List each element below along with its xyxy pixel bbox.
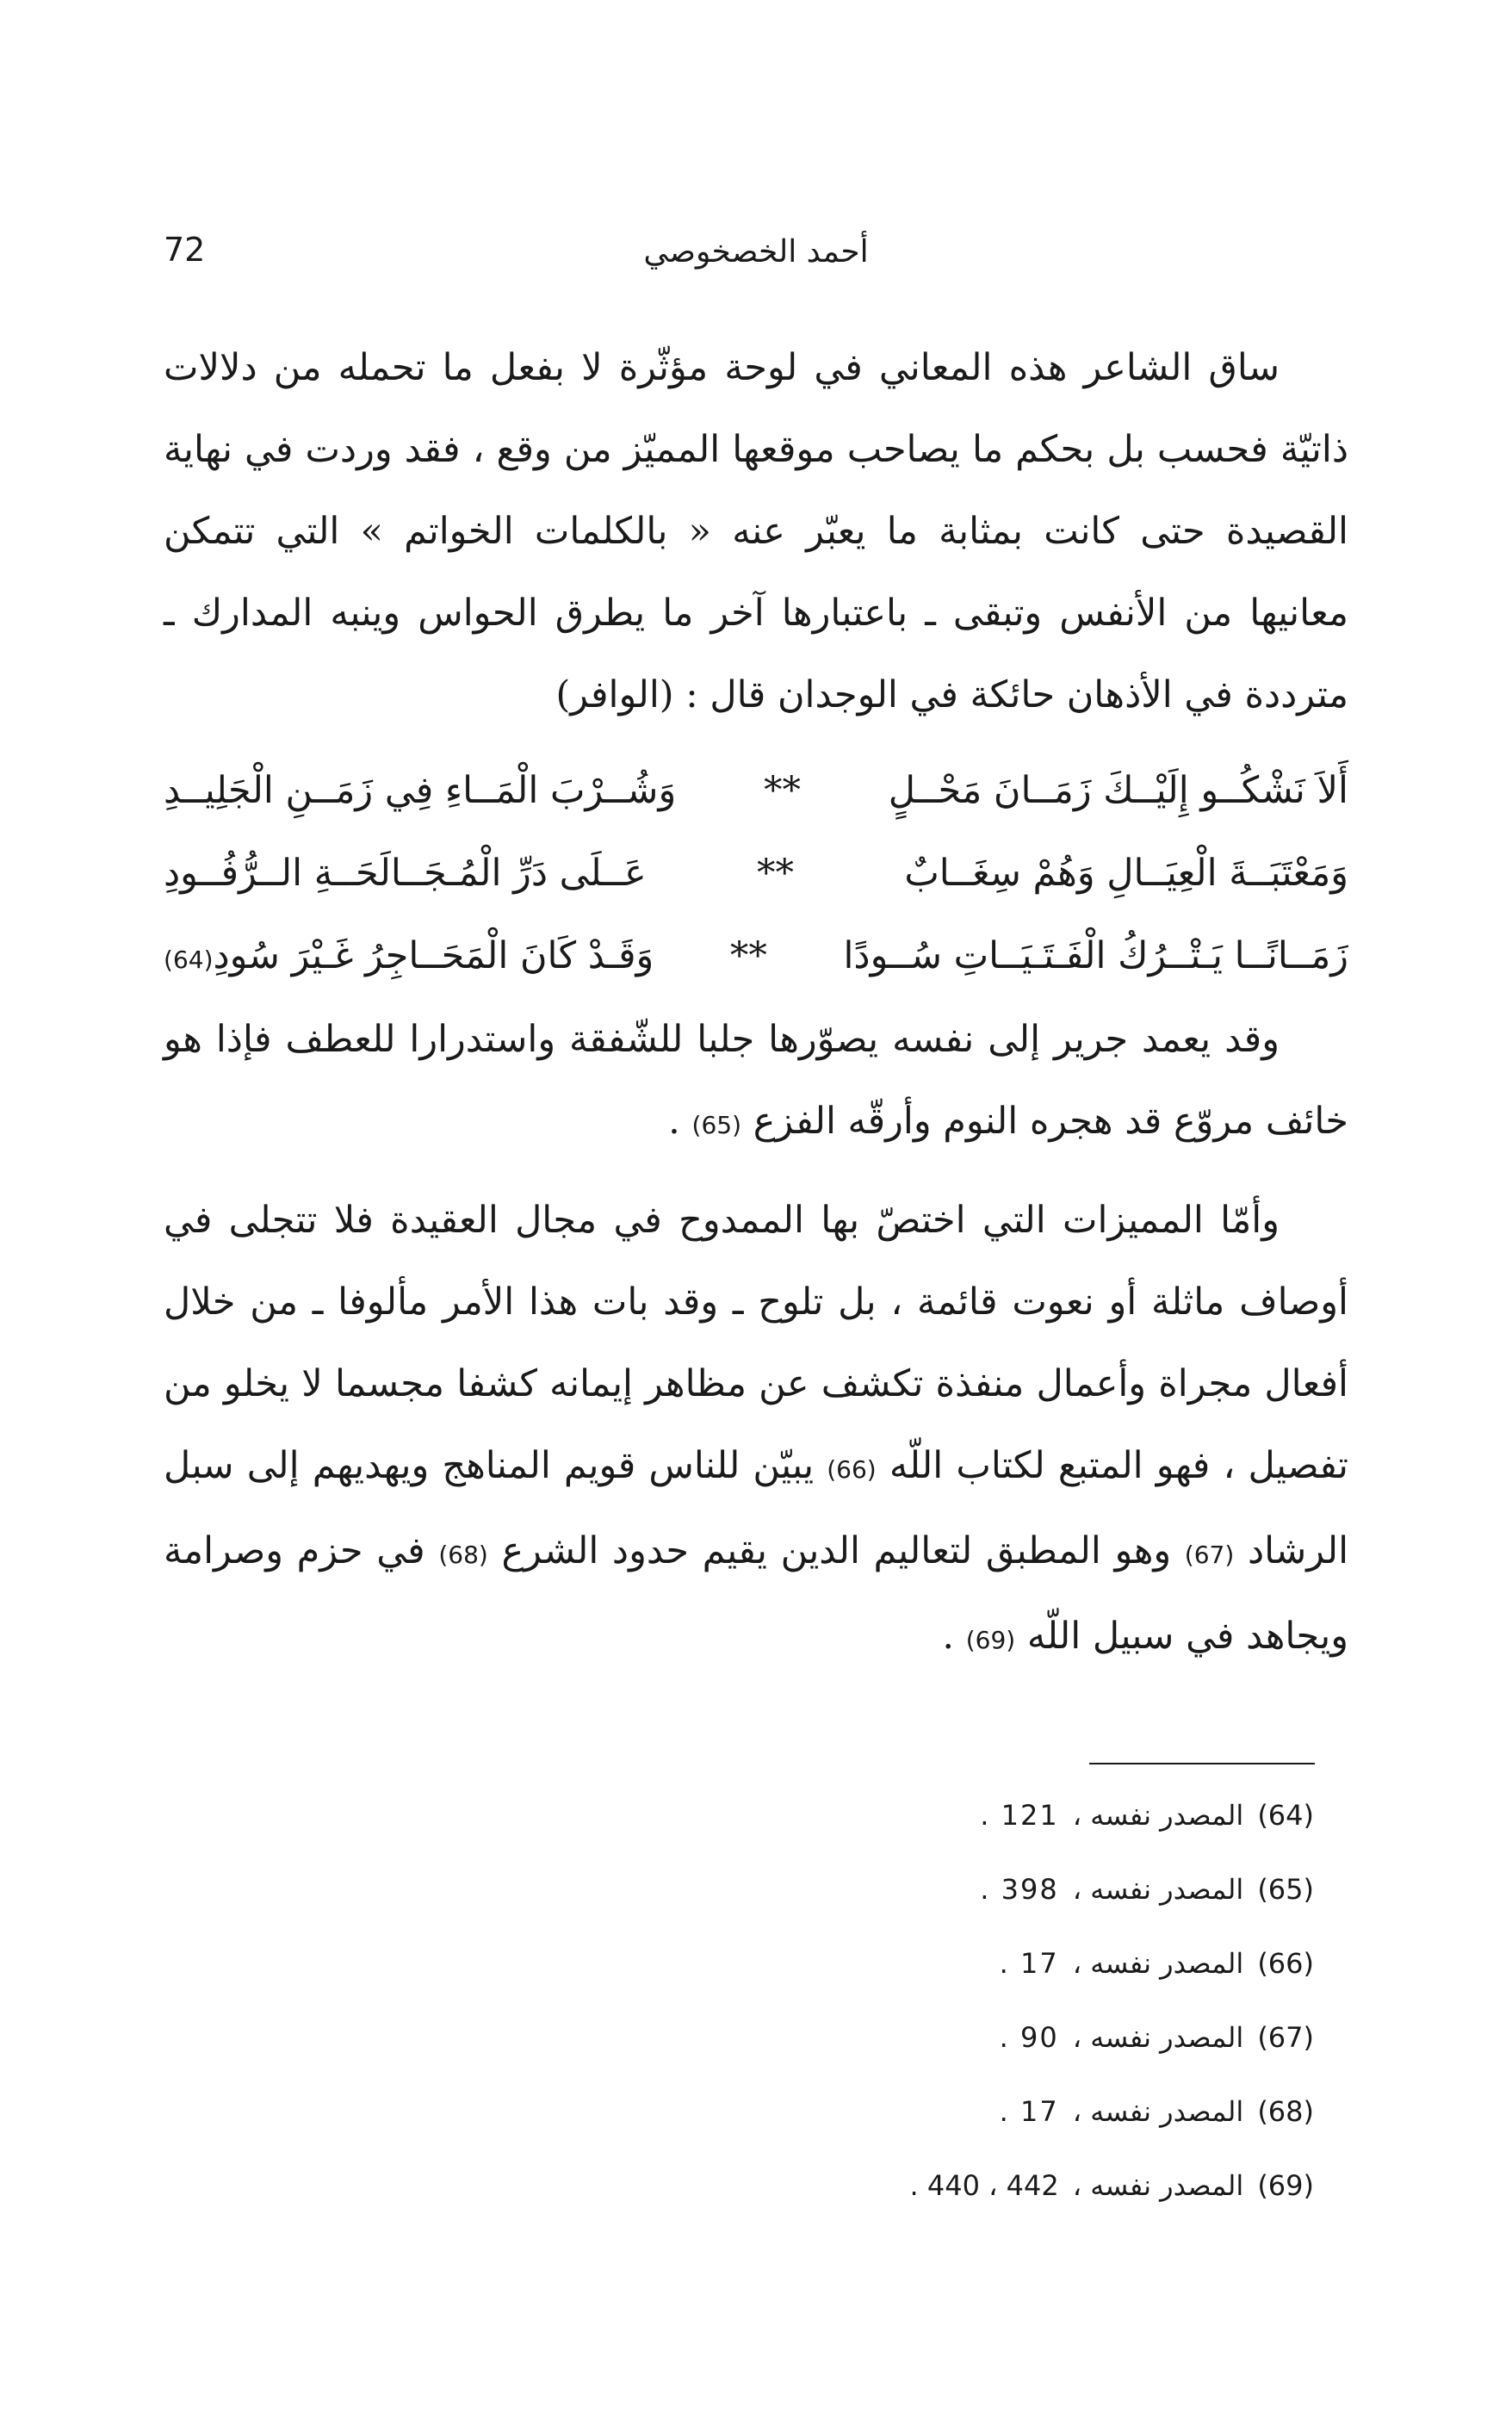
footnote-source: المصدر نفسه ، xyxy=(1072,1947,1244,1980)
footnote-source: المصدر نفسه ، xyxy=(1072,2021,1244,2054)
verse-separator: ** xyxy=(756,852,794,895)
running-header xyxy=(164,231,1348,282)
footnote-id: (67) xyxy=(1257,2021,1314,2054)
verse xyxy=(164,915,1348,997)
footnote xyxy=(910,1852,1314,1926)
verse-first-hemistich: أَلاَ نَشْكُــو إِلَيْــكَ زَمَــانَ مَحْــلٍ xyxy=(888,769,1348,812)
footnote xyxy=(910,2074,1314,2149)
verse-first-hemistich: وَمَعْتَبَــةَ الْعِيَــالِ وَهُمْ سِغَــابٌ xyxy=(904,852,1348,895)
footnote-id: (66) xyxy=(1257,1947,1314,1980)
footnote-source: المصدر نفسه ، xyxy=(1072,2095,1244,2128)
verse xyxy=(164,749,1348,832)
footnote-pages: 17 . xyxy=(999,1947,1059,1980)
poem-meter: (الوافر) xyxy=(555,673,674,716)
poem xyxy=(164,749,1348,997)
footnote-source: المصدر نفسه ، xyxy=(1072,1873,1244,1906)
footnote xyxy=(910,1926,1314,2000)
paragraph-2: وقد يعمد جرير إلى نفسه يصوّرها جلبا للشّفقة واستدرارا للعطف فإذا هو خائف مروّع قد هجره النوم وأرقّه الفزع (65) . xyxy=(164,1018,1348,1143)
footnote-id: (65) xyxy=(1257,1873,1314,1906)
footnote-divider xyxy=(1089,1763,1315,1764)
verse xyxy=(164,832,1348,915)
footnote-id: (68) xyxy=(1257,2095,1314,2128)
running-head-author: أحمد الخصخوصي xyxy=(643,234,869,270)
footnote-marker: (66) xyxy=(827,1455,877,1484)
footnote-marker: (67) xyxy=(1184,1541,1235,1569)
footnote xyxy=(910,1778,1314,1852)
footnote-pages: 17 . xyxy=(999,2095,1059,2128)
footnote xyxy=(910,2149,1314,2223)
footnotes xyxy=(910,1778,1314,2223)
footnote-id: (64) xyxy=(1257,1799,1314,1832)
footnote-pages: 121 . xyxy=(980,1799,1059,1832)
paragraph-3-text: وأمّا المميزات التي اختصّ بها الممدوح في مجال العقيدة فلا تتجلى في أوصاف ماثلة أو نعوت قائمة ، بل تلوح ـ وقد بات هذا الأمر مألوفا ـ من خلال أفعال مجراة وأعمال منفذة تكشف عن مظاهر إيمانه كشفا مجسما لا يخلو من تفصيل ، فهو المتبع لكتاب اللّه xyxy=(164,1199,1349,1487)
paragraph-2-text: وقد يعمد جرير إلى نفسه يصوّرها جلبا للشّفقة واستدرارا للعطف فإذا هو خائف مروّع قد هجره النوم وأرقّه الفزع xyxy=(164,1018,1348,1143)
paragraph-1-text: ساق الشاعر هذه المعاني في لوحة مؤثّرة لا بفعل ما تحمله من دلالات ذاتيّة فحسب بل بحكم ما يصاحب موقعها المميّز من وقع ، فقد وردت في نهاية القصيدة حتى كانت بمثابة ما يعبّر عنه « بالكلمات الخواتم » التي تتمكن معانيها من الأنفس وتبقى ـ باعتبارها آخر ما يطرق الحواس وينبه المدارك ـ مترددة في الأذهان حائكة في الوجدان قال : xyxy=(164,346,1348,716)
footnote-marker: (69) xyxy=(965,1626,1016,1654)
footnote-marker: (64) xyxy=(164,946,214,974)
footnote-id: (69) xyxy=(1257,2169,1314,2202)
paragraph-3-text: يبيّن للناس قويم المناهج ويهديهم إلى سبل الرشاد xyxy=(164,1444,1349,1572)
verse-second-hemistich: عَــلَى دَرِّ الْمُـجَــالَحَــةِ الــرُّفُــودِ xyxy=(164,852,647,895)
verse-second-hemistich: وَقَـدْ كَانَ الْمَحَــاجِرُ غَـيْرَ سُودِ(64) xyxy=(164,934,654,977)
footnote-source: المصدر نفسه ، xyxy=(1072,2169,1244,2202)
paragraph-3-text: في حزم وصرامة ويجاهد في سبيل اللّه xyxy=(164,1529,1348,1658)
verse-first-hemistich: زَمَــانًــا يَـتْــرُكُ الْفَـتَـيَــاتِ سُــودًا xyxy=(843,934,1348,977)
footnote-pages: 398 . xyxy=(980,1873,1059,1906)
footnote-source: المصدر نفسه ، xyxy=(1072,1799,1244,1832)
verse-second-hemistich: وَشُــرْبَ الْمَــاءِ فِي زَمَــنِ الْجَلِيــدِ xyxy=(164,769,677,812)
page-number: 72 xyxy=(164,231,206,269)
footnote xyxy=(910,2000,1314,2074)
footnote-marker: (65) xyxy=(691,1111,742,1139)
footnote-marker: (68) xyxy=(438,1541,488,1569)
paragraph-3: وأمّا المميزات التي اختصّ بها الممدوح في مجال العقيدة فلا تتجلى في أوصاف ماثلة أو نعوت قائمة ، بل تلوح ـ وقد بات هذا الأمر مألوفا ـ من خلال أفعال مجراة وأعمال منفذة تكشف عن مظاهر إيمانه كشفا مجسما لا يخلو من تفصيل ، فهو المتبع لكتاب اللّه (66) يبيّن للناس قويم المناهج ويهديهم إلى سبل الرشاد (67) وهو المطبق لتعاليم الدين يقيم حدود الشرع (68) في حزم وصرامة ويجاهد في سبيل اللّه (69) . xyxy=(164,1199,1349,1658)
footnote-pages: 442 ، 440 . xyxy=(909,2169,1059,2202)
paragraph-3-text: وهو المطبق لتعاليم الدين يقيم حدود الشرع xyxy=(501,1529,1172,1572)
paragraph-1 xyxy=(164,327,1348,736)
verse-separator: ** xyxy=(763,769,801,812)
footnote-pages: 90 . xyxy=(999,2021,1059,2054)
verse-separator: ** xyxy=(729,934,767,977)
